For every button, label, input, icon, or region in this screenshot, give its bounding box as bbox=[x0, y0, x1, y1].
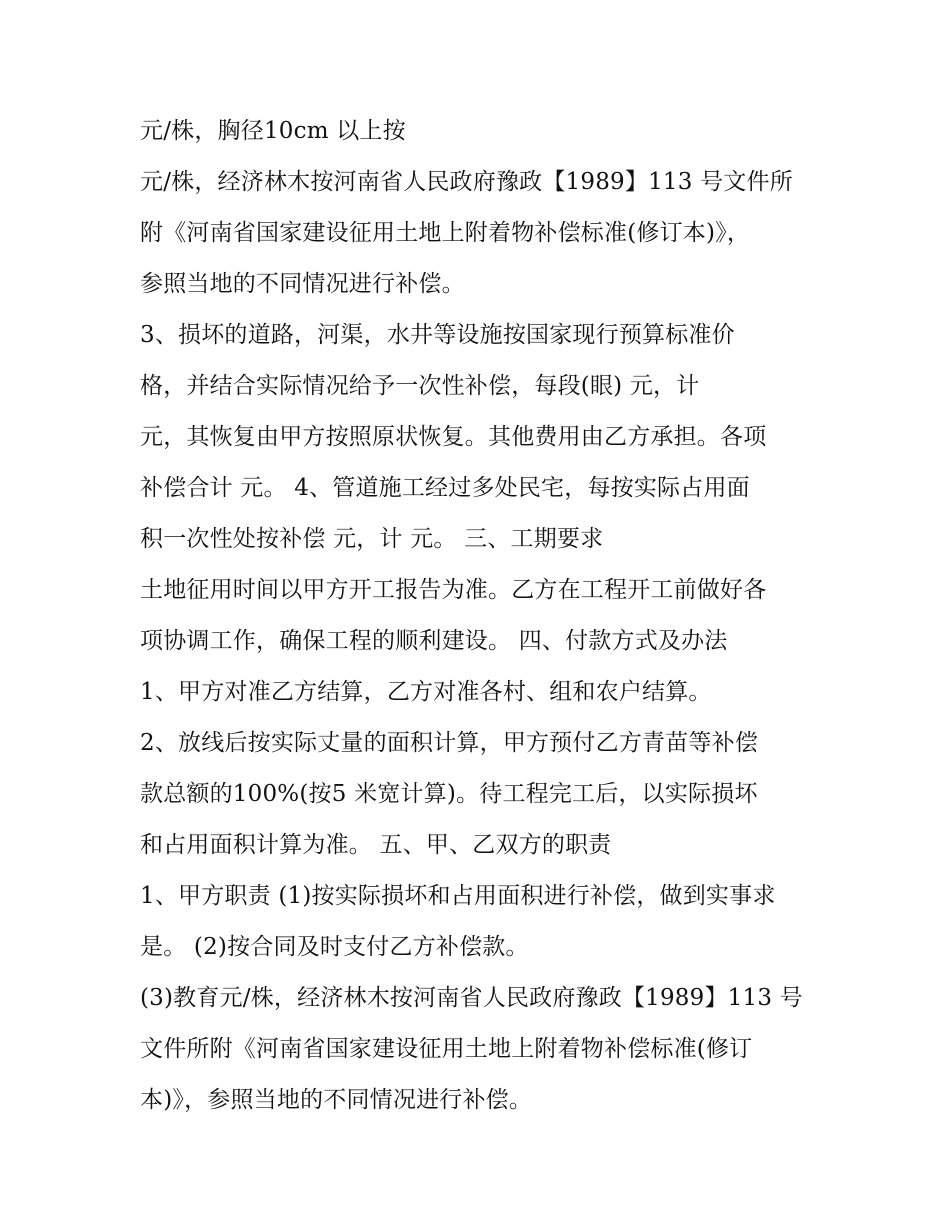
text-line: 1、甲方职责 (1)按实际损坏和占用面积进行补偿，做到实事求 bbox=[140, 883, 776, 909]
text-line: 项协调工作，确保工程的顺利建设。 四、付款方式及办法 bbox=[140, 628, 728, 654]
text-line: 文件所附《河南省国家建设征用土地上附着物补偿标准(修订 bbox=[140, 1036, 753, 1062]
text-line: 附《河南省国家建设征用土地上附着物补偿标准(修订本)》， bbox=[140, 220, 751, 246]
text-line: 2、放线后按实际丈量的面积计算，甲方预付乙方青苗等补偿 bbox=[140, 730, 759, 756]
text-line: 1、甲方对准乙方结算，乙方对准各村、组和农户结算。 bbox=[140, 679, 712, 705]
text-line: (3)教育元/株，经济林木按河南省人民政府豫政【1989】113 号 bbox=[140, 985, 803, 1011]
text-line: 元/株，胸径10cm 以上按 bbox=[140, 118, 406, 144]
text-line: 本)》，参照当地的不同情况进行补偿。 bbox=[140, 1087, 533, 1113]
text-line: 格，并结合实际情况给予一次性补偿，每段(眼) 元，计 bbox=[140, 373, 700, 399]
text-line: 款总额的100%(按5 米宽计算)。待工程完工后，以实际损坏 bbox=[140, 781, 758, 807]
text-line: 积一次性处按补偿 元，计 元。 三、工期要求 bbox=[140, 526, 604, 552]
text-line: 土地征用时间以甲方开工报告为准。乙方在工程开工前做好各 bbox=[140, 577, 767, 603]
document-body bbox=[140, 106, 820, 1126]
text-line: 参照当地的不同情况进行补偿。 bbox=[140, 271, 465, 297]
text-line: 元/株，经济林木按河南省人民政府豫政【1989】113 号文件所 bbox=[140, 169, 793, 195]
text-line: 补偿合计 元。 4、管道施工经过多处民宅，每按实际占用面 bbox=[140, 475, 750, 501]
text-line: 和占用面积计算为准。 五、甲、乙双方的职责 bbox=[140, 832, 612, 858]
text-line: 是。 (2)按合同及时支付乙方补偿款。 bbox=[140, 934, 529, 960]
text-line: 元，其恢复由甲方按照原状恢复。其他费用由乙方承担。各项 bbox=[140, 424, 767, 450]
text-line: 3、损坏的道路，河渠，水井等设施按国家现行预算标准价 bbox=[140, 322, 735, 348]
